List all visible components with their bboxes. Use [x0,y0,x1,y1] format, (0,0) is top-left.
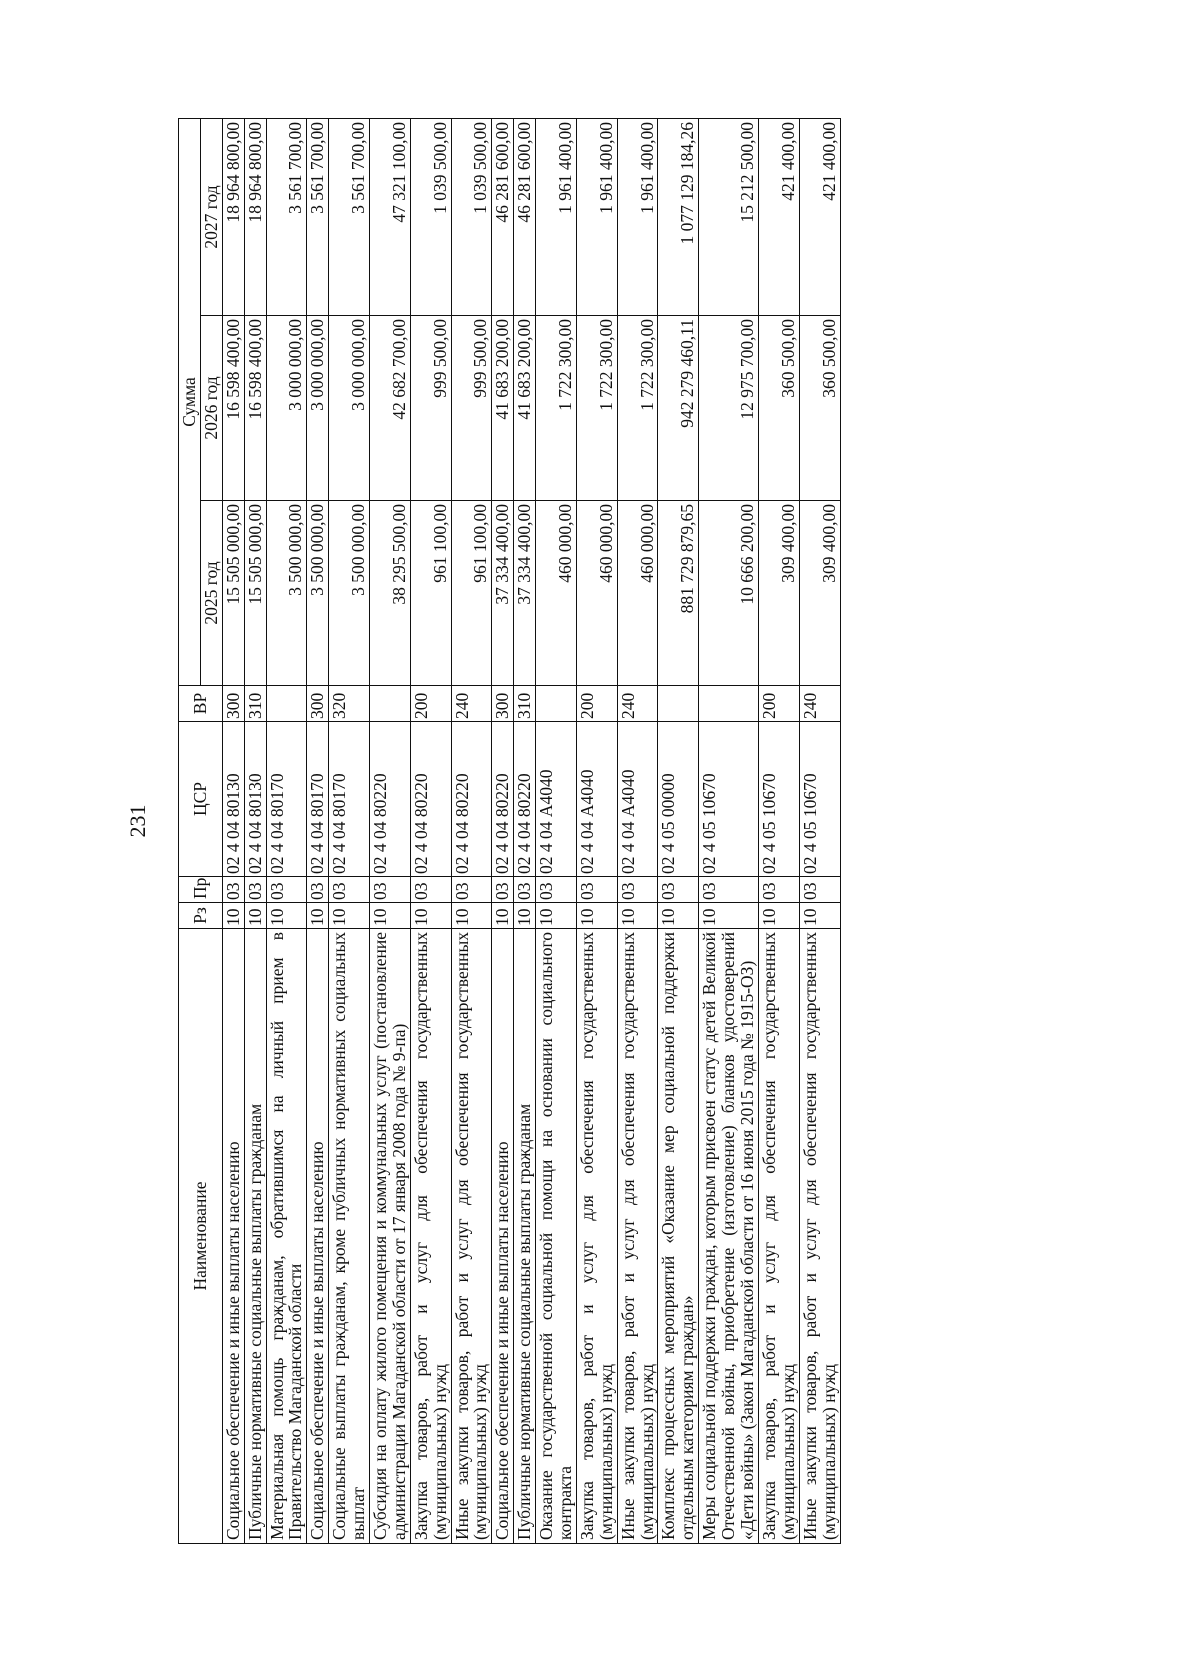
cell-csr: 02 4 04 80130 [222,722,244,877]
cell-2025: 37 334 400,00 [514,501,536,686]
cell-csr: 02 4 04 80220 [492,722,514,877]
cell-vr: 300 [307,686,329,722]
cell-vr: 240 [617,686,658,722]
cell-name: Социальное обеспечение и иные выплаты населению [492,929,514,1544]
cell-csr: 02 4 05 10670 [799,722,840,877]
cell-2027: 3 561 700,00 [329,118,370,315]
cell-csr: 02 4 04 80220 [410,722,451,877]
page-number: 231 [125,804,150,838]
cell-2026: 942 279 460,11 [658,316,699,501]
header-2025: 2025 год [200,501,222,686]
table-row [617,118,658,1543]
cell-pr: 03 [329,877,370,903]
cell-name: Социальное обеспечение и иные выплаты населению [222,929,244,1544]
cell-name: Закупка товаров, работ и услуг для обеспечения государственных (муниципальных) нужд [410,929,451,1544]
header-name: Наименование [179,929,223,1544]
cell-name: Иные закупки товаров, работ и услуг для обеспечения государственных (муниципальных) нужд [451,929,492,1544]
cell-rz: 10 [222,903,244,929]
table-body [222,118,840,1543]
cell-rz: 10 [307,903,329,929]
cell-2025: 3 500 000,00 [329,501,370,686]
cell-rz: 10 [370,903,411,929]
cell-2027: 18 964 800,00 [222,118,244,315]
cell-rz: 10 [658,903,699,929]
cell-2026: 41 683 200,00 [492,316,514,501]
cell-2025: 881 729 879,65 [658,501,699,686]
cell-2027: 1 039 500,00 [410,118,451,315]
budget-table [178,118,841,1544]
cell-2025: 3 500 000,00 [266,501,307,686]
cell-2027: 46 281 600,00 [492,118,514,315]
rotated-table-container [178,119,1058,1544]
cell-2026: 360 500,00 [758,316,799,501]
cell-pr: 03 [658,877,699,903]
cell-name: Социальные выплаты гражданам, кроме публичных нормативных социальных выплат [329,929,370,1544]
cell-pr: 03 [758,877,799,903]
cell-pr: 03 [451,877,492,903]
cell-rz: 10 [492,903,514,929]
cell-2027: 1 961 400,00 [536,118,577,315]
cell-name: Материальная помощь гражданам, обратившимся на личный прием в Правительство Магаданской области [266,929,307,1544]
cell-2026: 41 683 200,00 [514,316,536,501]
cell-2027: 15 212 500,00 [699,118,759,315]
cell-csr: 02 4 05 10670 [758,722,799,877]
table-row [536,118,577,1543]
cell-2027: 421 400,00 [799,118,840,315]
table-row [244,118,266,1543]
header-rz: Рз [179,903,223,929]
cell-pr: 03 [244,877,266,903]
cell-csr: 02 4 04 А4040 [536,722,577,877]
cell-vr: 310 [244,686,266,722]
header-2026: 2026 год [200,316,222,501]
table-row [799,118,840,1543]
cell-2027: 1 077 129 184,26 [658,118,699,315]
cell-vr [658,686,699,722]
cell-2027: 18 964 800,00 [244,118,266,315]
cell-2027: 1 961 400,00 [617,118,658,315]
cell-rz: 10 [576,903,617,929]
cell-vr: 200 [576,686,617,722]
cell-vr [699,686,759,722]
cell-pr: 03 [410,877,451,903]
cell-pr: 03 [536,877,577,903]
cell-2026: 42 682 700,00 [370,316,411,501]
cell-2025: 37 334 400,00 [492,501,514,686]
cell-rz: 10 [244,903,266,929]
cell-rz: 10 [410,903,451,929]
cell-vr: 300 [222,686,244,722]
cell-2027: 46 281 600,00 [514,118,536,315]
table-row [266,118,307,1543]
cell-csr: 02 4 05 00000 [658,722,699,877]
cell-name: Публичные нормативные социальные выплаты гражданам [514,929,536,1544]
cell-rz: 10 [799,903,840,929]
cell-2025: 10 666 200,00 [699,501,759,686]
table-row [492,118,514,1543]
cell-pr: 03 [617,877,658,903]
cell-2025: 961 100,00 [451,501,492,686]
cell-rz: 10 [536,903,577,929]
cell-2026: 3 000 000,00 [266,316,307,501]
cell-2027: 3 561 700,00 [307,118,329,315]
header-csr: ЦСР [179,722,223,877]
cell-2025: 15 505 000,00 [244,501,266,686]
table-row [222,118,244,1543]
cell-rz: 10 [758,903,799,929]
table-header [179,118,223,1543]
cell-name: Закупка товаров, работ и услуг для обеспечения государственных (муниципальных) нужд [576,929,617,1544]
cell-csr: 02 4 04 80220 [451,722,492,877]
cell-2025: 309 400,00 [799,501,840,686]
table-row [307,118,329,1543]
cell-2027: 421 400,00 [758,118,799,315]
cell-2027: 3 561 700,00 [266,118,307,315]
cell-vr [536,686,577,722]
cell-2025: 15 505 000,00 [222,501,244,686]
cell-vr: 240 [799,686,840,722]
cell-2027: 47 321 100,00 [370,118,411,315]
cell-2025: 961 100,00 [410,501,451,686]
cell-csr: 02 4 04 80170 [266,722,307,877]
cell-rz: 10 [617,903,658,929]
cell-name: Социальное обеспечение и иные выплаты населению [307,929,329,1544]
cell-name: Иные закупки товаров, работ и услуг для обеспечения государственных (муниципальных) нужд [799,929,840,1544]
cell-2025: 460 000,00 [536,501,577,686]
cell-vr: 200 [758,686,799,722]
cell-csr: 02 4 04 80220 [370,722,411,877]
cell-2026: 1 722 300,00 [536,316,577,501]
cell-rz: 10 [451,903,492,929]
cell-2025: 3 500 000,00 [307,501,329,686]
cell-csr: 02 4 04 80170 [329,722,370,877]
cell-name: Комплекс процессных мероприятий «Оказание мер социальной поддержки отдельным категориям граждан» [658,929,699,1544]
cell-pr: 03 [514,877,536,903]
cell-vr: 310 [514,686,536,722]
table-row [451,118,492,1543]
cell-pr: 03 [699,877,759,903]
cell-pr: 03 [576,877,617,903]
cell-pr: 03 [266,877,307,903]
cell-vr: 200 [410,686,451,722]
cell-name: Иные закупки товаров, работ и услуг для обеспечения государственных (муниципальных) нужд [617,929,658,1544]
cell-pr: 03 [492,877,514,903]
cell-rz: 10 [514,903,536,929]
cell-name: Публичные нормативные социальные выплаты гражданам [244,929,266,1544]
table-row [658,118,699,1543]
cell-2025: 460 000,00 [576,501,617,686]
cell-2026: 12 975 700,00 [699,316,759,501]
cell-csr: 02 4 05 10670 [699,722,759,877]
table-row [329,118,370,1543]
cell-vr: 240 [451,686,492,722]
cell-name: Оказание государственной социальной помощи на основании социального контракта [536,929,577,1544]
table-row [576,118,617,1543]
cell-2026: 16 598 400,00 [244,316,266,501]
header-pr: Пр [179,877,223,903]
cell-csr: 02 4 04 80220 [514,722,536,877]
cell-pr: 03 [370,877,411,903]
cell-2026: 16 598 400,00 [222,316,244,501]
cell-vr [370,686,411,722]
cell-2026: 3 000 000,00 [307,316,329,501]
header-2027: 2027 год [200,118,222,315]
cell-pr: 03 [307,877,329,903]
cell-2025: 38 295 500,00 [370,501,411,686]
cell-2026: 1 722 300,00 [617,316,658,501]
cell-rz: 10 [329,903,370,929]
cell-csr: 02 4 04 А4040 [617,722,658,877]
cell-pr: 03 [799,877,840,903]
cell-2026: 999 500,00 [410,316,451,501]
table-row [410,118,451,1543]
header-vr: ВР [179,686,223,722]
cell-pr: 03 [222,877,244,903]
cell-2025: 309 400,00 [758,501,799,686]
header-sum: Сумма [179,118,201,685]
cell-vr: 300 [492,686,514,722]
cell-csr: 02 4 04 80170 [307,722,329,877]
cell-csr: 02 4 04 А4040 [576,722,617,877]
cell-name: Меры социальной поддержки граждан, которым присвоен статус детей Великой Отечественной войны, приобретение (изготовление) бланков удостоверений «Дети войны» (Закон Магаданской области от 16 июня 2015 года № 1915-ОЗ) [699,929,759,1544]
cell-name: Субсидия на оплату жилого помещения и коммунальных услуг (постановление администрации Магаданской области от 17 января 2008 года № 9-па) [370,929,411,1544]
table-row [758,118,799,1543]
cell-2026: 1 722 300,00 [576,316,617,501]
cell-rz: 10 [266,903,307,929]
cell-2027: 1 039 500,00 [451,118,492,315]
table-row [699,118,759,1543]
cell-rz: 10 [699,903,759,929]
cell-vr: 320 [329,686,370,722]
cell-2026: 999 500,00 [451,316,492,501]
table-row [514,118,536,1543]
cell-2027: 1 961 400,00 [576,118,617,315]
cell-csr: 02 4 04 80130 [244,722,266,877]
cell-name: Закупка товаров, работ и услуг для обеспечения государственных (муниципальных) нужд [758,929,799,1544]
cell-vr [266,686,307,722]
cell-2026: 3 000 000,00 [329,316,370,501]
table-row [370,118,411,1543]
cell-2025: 460 000,00 [617,501,658,686]
cell-2026: 360 500,00 [799,316,840,501]
